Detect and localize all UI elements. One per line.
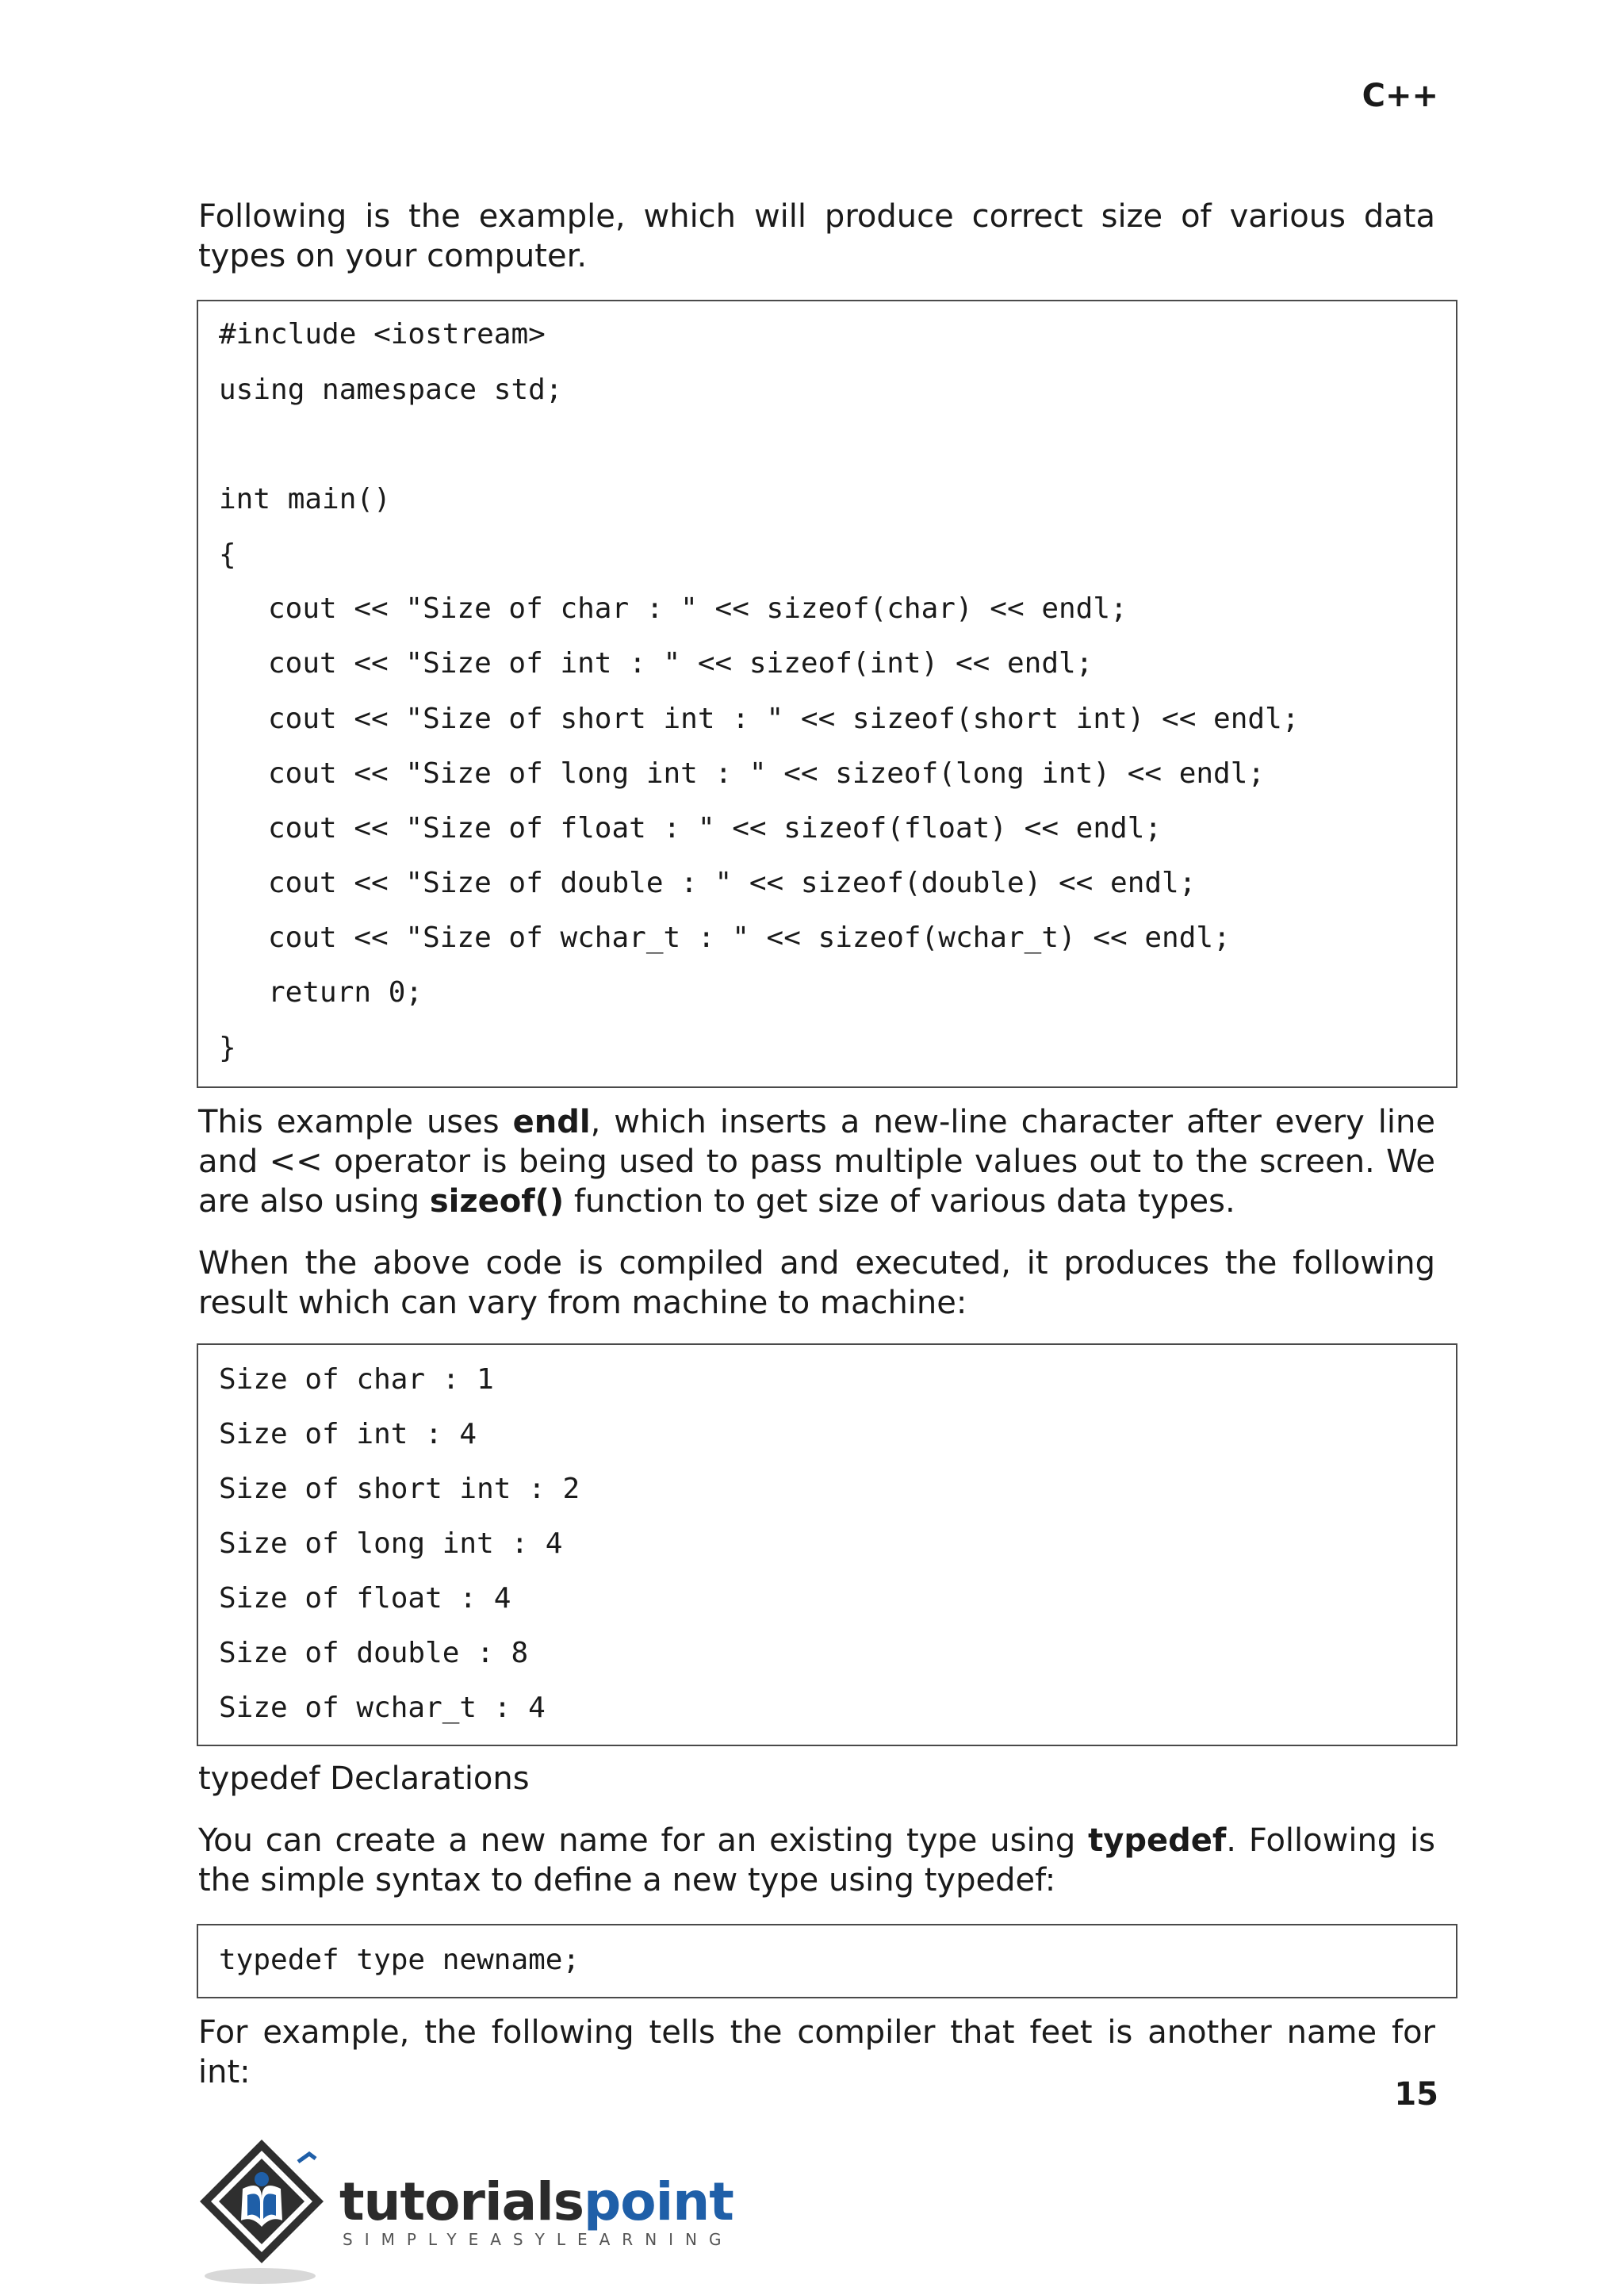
code-line: { bbox=[219, 538, 236, 571]
code-line: cout << "Size of double : " << sizeof(double) << endl; bbox=[268, 867, 1197, 899]
logo-wordmark: tutorialspoint bbox=[339, 2171, 733, 2232]
code-line: typedef type newname; bbox=[219, 1944, 580, 1976]
output-line: Size of float : 4 bbox=[219, 1582, 511, 1615]
output-line: Size of wchar_t : 4 bbox=[219, 1692, 546, 1724]
header-title: C++ bbox=[1362, 78, 1438, 114]
keyword-endl: endl bbox=[512, 1104, 591, 1140]
result-intro-paragraph: When the above code is compiled and executed, it produces the following result which can vary from machine to machine: bbox=[198, 1245, 1435, 1321]
code-line: int main() bbox=[219, 483, 391, 515]
explanation-paragraph: This example uses endl, which inserts a new-line character after every line and << operator is being used to pass multiple values out to the screen. We are also using sizeof() function to get size of various data types. bbox=[198, 1104, 1435, 1220]
output-line: Size of long int : 4 bbox=[219, 1527, 563, 1560]
code-line: cout << "Size of short int : " << sizeof(short int) << endl; bbox=[268, 703, 1300, 735]
code-line: cout << "Size of int : " << sizeof(int) << endl; bbox=[268, 647, 1094, 680]
tutorialspoint-logo bbox=[197, 2133, 733, 2292]
code-line: cout << "Size of wchar_t : " << sizeof(wchar_t) << endl; bbox=[268, 921, 1231, 954]
code-example-box bbox=[197, 300, 1457, 1088]
logo-tagline: SIMPLYEASYLEARNING bbox=[343, 2230, 733, 2249]
typedef-intro-paragraph: You can create a new name for an existing type using typedef. Following is the simple syntax to define a new type using typedef: bbox=[198, 1822, 1436, 1898]
keyword-sizeof: sizeof() bbox=[429, 1183, 565, 1220]
logo-emblem-icon bbox=[197, 2133, 339, 2292]
code-line: using namespace std; bbox=[219, 374, 563, 406]
intro-paragraph: Following is the example, which will produce correct size of various data types on your computer. bbox=[198, 198, 1435, 274]
output-line: Size of char : 1 bbox=[219, 1363, 494, 1396]
output-line: Size of short int : 2 bbox=[219, 1473, 580, 1505]
code-line: return 0; bbox=[268, 976, 423, 1009]
page-number: 15 bbox=[1394, 2076, 1438, 2113]
output-box bbox=[197, 1343, 1457, 1746]
code-line: cout << "Size of char : " << sizeof(char) << endl; bbox=[268, 592, 1128, 625]
code-line: cout << "Size of float : " << sizeof(float) << endl; bbox=[268, 812, 1162, 845]
output-line: Size of double : 8 bbox=[219, 1637, 529, 1669]
section-heading: typedef Declarations bbox=[198, 1761, 530, 1797]
code-line: #include <iostream> bbox=[219, 318, 546, 351]
keyword-typedef: typedef bbox=[1088, 1822, 1227, 1859]
code-line: cout << "Size of long int : " << sizeof(long int) << endl; bbox=[268, 757, 1266, 790]
output-line: Size of int : 4 bbox=[219, 1418, 477, 1450]
example-intro-paragraph: For example, the following tells the compiler that feet is another name for int: bbox=[198, 2014, 1435, 2090]
code-line: } bbox=[219, 1032, 236, 1064]
typedef-syntax-box bbox=[197, 1924, 1457, 1998]
